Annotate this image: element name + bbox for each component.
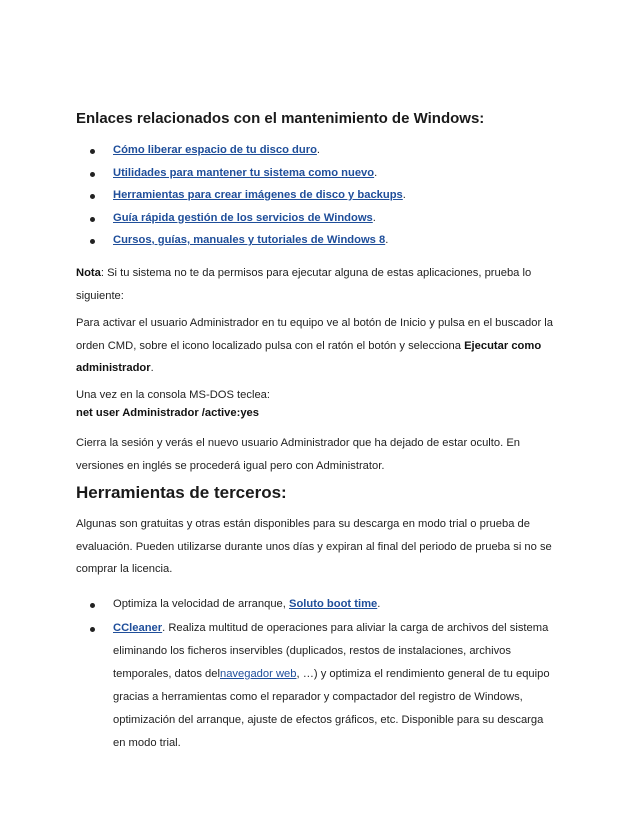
activar-end: .: [150, 362, 154, 374]
tool-text: Optimiza la velocidad de arranque,: [113, 598, 289, 610]
link-suffix: .: [402, 189, 406, 201]
activar-bold: Ejecutar como administrador: [76, 339, 542, 374]
nota-text: : Si tu sistema no te da permisos para ejecutar alguna de estas aplicaciones, prueba lo siguiente:: [76, 267, 532, 302]
tool-text: . Realiza multitud de operaciones para aliviar la carga de archivos del sistema eliminando los ficheros inservibles (duplicados, restos de instalaciones, archivos temporales, datos del: [113, 622, 549, 680]
consola-text: Una vez en la consola MS-DOS teclea:: [76, 389, 271, 401]
bullet-icon: [90, 149, 95, 154]
consola-paragraph: [76, 386, 556, 422]
bullet-icon: [90, 603, 95, 608]
nota-label: Nota: [76, 267, 101, 279]
command-text: net user Administrador /active:yes: [76, 407, 259, 419]
link-suffix: .: [374, 166, 378, 179]
list-item: [88, 617, 558, 755]
link-utilidades[interactable]: Utilidades para mantener tu sistema como nuevo: [113, 166, 375, 179]
link-suffix: .: [316, 144, 321, 156]
link-suffix: .: [385, 234, 389, 246]
cierra-paragraph: [76, 432, 556, 477]
section-title-third-party: Herramientas de terceros:: [76, 483, 287, 502]
third-party-intro: Algunas son gratuitas y otras están disponibles para su descarga en modo trial o prueba de evaluación. Pueden utilizarse durante unos días y expiran al final del periodo de prueba si no se comprar la licencia.: [76, 518, 552, 575]
link-suffix: .: [372, 211, 376, 224]
bullet-icon: [90, 239, 95, 244]
list-item: [88, 207, 548, 230]
link-herramientas-imagenes[interactable]: Herramientas para crear imágenes de disco y backups: [113, 189, 403, 201]
bullet-icon: [90, 217, 95, 222]
tool-end: .: [377, 598, 381, 610]
link-navegador-web[interactable]: navegador web: [219, 668, 297, 680]
nota-paragraph: [76, 262, 556, 307]
link-soluto[interactable]: Soluto boot time: [289, 598, 378, 610]
bullet-icon: [90, 627, 95, 632]
bullet-icon: [90, 194, 95, 199]
tool-text: , …) y optimiza el rendimiento general de tu equipo gracias a herramientas como el reparador y compactador del registro de Windows, optimización del arranque, ajuste de efectos gráficos, etc. Disponible para su descarga en modo trial.: [113, 668, 550, 749]
list-item: [88, 593, 558, 616]
list-item: [88, 184, 548, 207]
tools-list: [88, 593, 558, 755]
section-title-related-links: Enlaces relacionados con el mantenimiento de Windows:: [76, 110, 485, 127]
activar-paragraph: [76, 312, 556, 380]
related-links-list: [88, 139, 548, 252]
list-item: [88, 229, 548, 252]
bullet-icon: [90, 172, 95, 177]
list-item: [88, 139, 548, 162]
list-item: [88, 162, 548, 185]
link-ccleaner[interactable]: CCleaner: [113, 622, 163, 634]
cierra-text: Cierra la sesión y verás el nuevo usuario Administrador que ha dejado de estar oculto. En versiones en inglés se procederá igual pero con Administrator.: [76, 437, 521, 472]
link-liberar-espacio[interactable]: Cómo liberar espacio de tu disco duro: [113, 144, 317, 156]
link-guia-servicios[interactable]: Guía rápida gestión de los servicios de Windows: [113, 211, 373, 224]
activar-text: Para activar el usuario Administrador en tu equipo ve al botón de Inicio y pulsa en el buscador la orden CMD, sobre el icono localizado pulsa con el ratón el botón y selecciona: [76, 317, 553, 352]
link-cursos-windows8[interactable]: Cursos, guías, manuales y tutoriales de Windows 8: [113, 234, 386, 246]
